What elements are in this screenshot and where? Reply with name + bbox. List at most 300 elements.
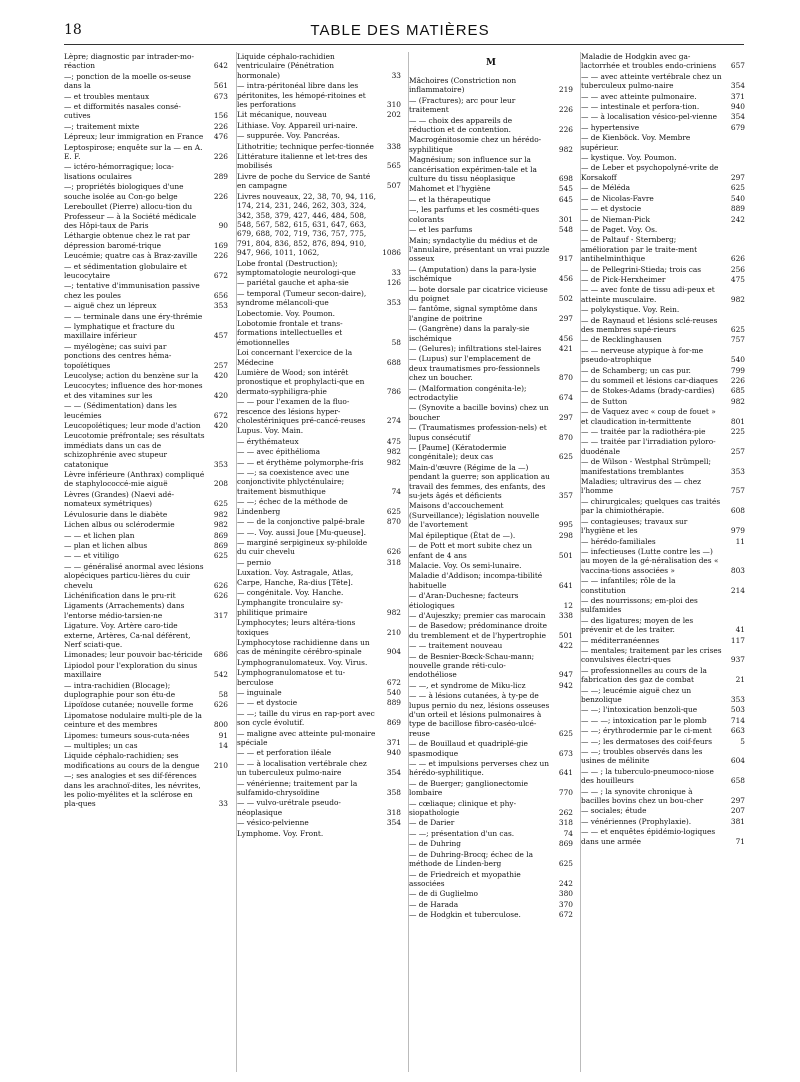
index-entry-text: — maligne avec atteinte pul-monaire spéciale — [237, 728, 376, 748]
index-entry — [237, 110, 401, 119]
index-entry-page: 982 — [213, 520, 228, 530]
index-entry-page: 476 — [213, 132, 228, 142]
index-entry-page: 420 — [213, 371, 228, 380]
index-entry-text: — de Darier — [409, 818, 455, 828]
index-entry-page: 353 — [730, 466, 745, 476]
index-entry-page: 421 — [558, 343, 573, 353]
index-entry-text: — vénérienne; traitement par la sulfamido-chrysoïdine — [237, 778, 358, 798]
index-entry-page: 698 — [558, 174, 573, 184]
index-entry-text: — [Paume] (Kératodermie congénitale); deux cas — [409, 443, 507, 462]
index-entry-text: — —; l'intoxication benzoli-que — [581, 705, 698, 715]
index-entry-page: 90 — [218, 220, 228, 230]
index-entry — [237, 748, 401, 757]
index-entry-text: Loi concernant l'exercice de la Médecine — [237, 348, 353, 367]
index-entry-page: 626 — [213, 590, 228, 600]
index-entry — [581, 817, 745, 826]
index-entry-page: 982 — [386, 457, 401, 467]
index-entry-text: Leptospirose; enquête sur la — en A. E. F. — [64, 142, 203, 162]
index-entry — [409, 621, 573, 640]
index-entry-page: 565 — [386, 161, 401, 171]
index-entry-page: 298 — [558, 530, 573, 540]
index-entry — [64, 381, 228, 400]
index-entry-page: 353 — [213, 301, 228, 311]
index-entry-page: 207 — [730, 806, 745, 816]
index-entry-page: 11 — [735, 536, 745, 546]
index-entry-page: 625 — [730, 183, 745, 193]
index-entry — [237, 779, 401, 798]
index-entry-page: 673 — [558, 748, 573, 758]
index-entry-text: — pariétal gauche et apha-sie — [237, 278, 349, 288]
index-entry-page: 642 — [213, 61, 228, 71]
index-entry — [581, 457, 745, 476]
header-rule — [64, 44, 744, 45]
index-entry-page: 982 — [558, 144, 573, 154]
index-entry — [581, 716, 745, 725]
index-entry-page: 456 — [558, 274, 573, 284]
index-entry-page: 5 — [740, 736, 745, 746]
index-entry-text: Leucolyse; action du benzène sur la — [64, 371, 199, 380]
index-entry — [64, 700, 228, 709]
index-entry-text: — de Bouillaud et quadriplé-gie spasmodique — [409, 739, 528, 758]
index-entry-text: — des ligatures; moyen de les prévenir et de les traiter. — [581, 615, 694, 635]
index-entry-page: 979 — [730, 526, 745, 536]
index-entry-text: — et la thérapeutique — [409, 194, 491, 204]
index-entry — [581, 437, 745, 456]
index-entry-page: 297 — [730, 796, 745, 806]
index-entry-page: 870 — [558, 373, 573, 383]
index-entry-page: 226 — [558, 105, 573, 115]
index-entry-text: Littérature italienne et let-tres des mobilisés — [237, 152, 368, 171]
index-entry — [581, 346, 745, 365]
index-entry-text: Mâchoires (Constriction non inflammatoire) — [409, 76, 517, 95]
index-entry-text: — vésico-pelvienne — [237, 818, 309, 828]
index-entry — [64, 251, 228, 260]
index-entry-page: 58 — [391, 337, 401, 347]
index-entry — [409, 591, 573, 610]
index-entry-page: 202 — [386, 110, 401, 120]
index-entry — [409, 501, 573, 529]
index-entry-page: 210 — [386, 627, 401, 637]
index-entry-page: 371 — [730, 91, 745, 101]
index-entry-page: 800 — [213, 720, 228, 730]
index-entry — [409, 779, 573, 798]
index-entry-text: Liquide céphalo-rachidien ventriculaire (Pénétration hormonale) — [237, 52, 335, 80]
index-entry — [64, 510, 228, 519]
index-entry-text: — — avec fonte de tissu adi-peux et atteinte musculaire. — [581, 285, 715, 304]
index-entry-page: 869 — [386, 718, 401, 728]
index-entry-text: — intra-péritonéal libre dans les péritonites, les hémopé-ritoines et les perforations — [237, 81, 366, 110]
index-entry — [409, 265, 573, 284]
index-entry-page: 889 — [730, 204, 745, 214]
index-entry — [237, 458, 401, 467]
index-entry-page: 353 — [386, 298, 401, 308]
index-entry — [581, 305, 745, 314]
index-entry — [581, 72, 745, 91]
index-entry-text: — — et érythème polymorphe-fris — [237, 457, 364, 467]
index-entry-text: — de Paget. Voy. Os. — [581, 224, 658, 234]
index-entry — [581, 517, 745, 536]
index-entry — [237, 52, 401, 80]
index-entry-page: 645 — [558, 194, 573, 204]
index-entry-page: 214 — [730, 585, 745, 595]
index-entry-text: — aiguë chez un lépreux — [64, 301, 157, 311]
section-letter-heading: M — [486, 58, 496, 68]
index-entry-page: 381 — [730, 816, 745, 826]
index-entry-text: — — pour l'examen de la fluo-rescence des lésions hyper-cholestériniques pré-cancé-reuses — [237, 397, 366, 426]
index-entry-text: — suppurée. Voy. Pancréas. — [237, 131, 340, 141]
index-entry — [581, 153, 745, 162]
index-entry — [409, 561, 573, 570]
index-entry-page: 625 — [558, 728, 573, 738]
index-entry-text: — de Stokes-Adams (brady-cardies) — [581, 386, 715, 396]
index-entry-page: 226 — [213, 191, 228, 201]
index-entry — [64, 72, 228, 91]
index-entry — [581, 386, 745, 395]
index-entry-text: Lymphome. Voy. Front. — [237, 828, 324, 838]
index-entry-text: — de Pick-Herxheimer — [581, 274, 666, 284]
index-entry-text: — — avec atteinte vertébrale chez un tuberculeux pulmo-naire — [581, 71, 722, 91]
index-entry-text: — de Schamberg; un cas pur. — [581, 365, 691, 375]
index-entry-text: — et sédimentation globulaire et leucocytaire — [64, 261, 187, 280]
index-entry-page: 889 — [386, 698, 401, 708]
index-entry — [64, 162, 228, 181]
index-entry — [409, 739, 573, 758]
index-entry — [409, 759, 573, 778]
index-entry — [409, 839, 573, 848]
index-entry-page: 354 — [730, 112, 745, 122]
index-entry-page: 679 — [730, 122, 745, 132]
index-entry — [64, 601, 228, 620]
index-entry-page: 870 — [386, 517, 401, 527]
index-entry-text: — de Hodgkin et tuberculose. — [409, 910, 521, 920]
index-entry-page: 548 — [558, 225, 573, 235]
index-entry-text: — de Leber et psychopolyné-vrite de Korsakoff — [581, 163, 719, 182]
index-entry-text: Lobe frontal (Destruction); symptomatologie neurologi-que — [237, 258, 356, 277]
index-entry — [409, 384, 573, 403]
index-entry — [64, 711, 228, 730]
index-entry-text: — vénériennes (Prophylaxie). — [581, 816, 692, 826]
index-entry-page: 685 — [730, 386, 745, 396]
index-entry — [237, 568, 401, 587]
index-entry-text: — fantôme, signal symptôme dans l'angine de poitrine — [409, 304, 538, 323]
index-entry-text: — sociales; étude — [581, 806, 647, 816]
index-entry — [237, 638, 401, 657]
index-entry-text: — polykystique. Voy. Rein. — [581, 305, 680, 315]
index-entry-text: —; traitement mixte — [64, 121, 140, 131]
index-entry-text: Lymphangite tronculaire sy-philitique primaire — [237, 598, 343, 617]
index-entry-text: — — traitée par l'irradiation pyloro-duodénale — [581, 437, 716, 456]
index-entry — [237, 437, 401, 446]
index-entry-text: — de Vaquez avec « coup de fouet » et claudication in-termittente — [581, 407, 716, 426]
index-entry — [64, 490, 228, 509]
index-entry-page: 420 — [213, 390, 228, 400]
index-entry-text: Livres nouveaux, 22, 38, 70, 94, 116, 174, 214, 231, 246, 262, 303, 324, 342, 358, 379, 427, 446, 484, 508, 548, 567, 582, 615, 631, 647, 663, 679, 688, 702, 719, 736, 757, 775, 791, 804, 836, 852, 876, 894, 910, 947, 966, 1011, 1062, — [237, 191, 376, 258]
index-entry-page: 688 — [386, 357, 401, 367]
index-entry — [64, 731, 228, 740]
index-entry-text: — infectieuses (Lutte contre les —) au moyen de la gé-néralisation des « vaccina-tions associées » — [581, 546, 719, 575]
index-entry-text: — du sommeil et lésions car-diaques — [581, 376, 718, 385]
index-entry-text: — — infantiles; rôle de la constitution — [581, 576, 676, 595]
index-entry-page: 502 — [558, 293, 573, 303]
index-entry-page: 982 — [730, 396, 745, 406]
index-entry-page: 354 — [730, 81, 745, 91]
index-entry — [409, 354, 573, 382]
index-entry-page: 672 — [386, 677, 401, 687]
index-entry — [237, 538, 401, 557]
index-entry-text: Main; syndactylie du médius et de l'annulaire, présentant un vrai puzzle osseux — [409, 235, 550, 264]
index-entry-text: — de di Guglielmo — [409, 889, 478, 899]
index-entry-text: Lèvres (Grandes) (Naevi adé-nomateux symétriques) — [64, 489, 175, 509]
page-number: 18 — [64, 22, 82, 38]
index-entry-text: Lymphogranulomatose et tu-berculose — [237, 668, 346, 687]
page-header — [0, 0, 800, 48]
index-entry-text: — plan et lichen albus — [64, 540, 148, 550]
index-entry-page: 256 — [730, 264, 745, 274]
index-entry-text: — de Nieman-Pick — [581, 214, 651, 224]
index-entry-page: 380 — [558, 889, 573, 899]
index-entry — [581, 787, 745, 806]
index-entry — [581, 235, 745, 263]
index-entry-page: 904 — [386, 647, 401, 657]
index-entry-text: — —; érythrodermie par le ci-ment — [581, 726, 712, 736]
index-entry — [409, 225, 573, 234]
index-entry-page: 625 — [386, 506, 401, 516]
index-entry-page: 625 — [213, 551, 228, 561]
index-entry — [64, 342, 228, 370]
index-entry — [581, 497, 745, 516]
index-entry — [409, 155, 573, 183]
index-entry-page: 542 — [213, 670, 228, 680]
index-entry-text: Lymphocytes; leurs altéra-tions toxiques — [237, 618, 356, 637]
index-entry — [64, 312, 228, 321]
index-entry-page: 501 — [558, 550, 573, 560]
index-entry — [409, 463, 573, 501]
index-entry-text: — de Buerger; ganglionectomie lombaire — [409, 778, 529, 798]
index-entry-page: 41 — [735, 625, 745, 635]
index-entry-text: Lithotritie; technique perfec-tionnée — [237, 141, 374, 151]
index-entry — [237, 121, 401, 130]
index-entry-text: — — à localisation vertébrale chez un tuberculeux pulmo-naire — [237, 758, 367, 778]
index-entry-page: 625 — [558, 452, 573, 462]
index-entry — [237, 192, 401, 258]
index-entry — [237, 152, 401, 171]
index-entry-text: Lévulosurie dans le diabète — [64, 509, 168, 519]
page-title: TABLE DES MATIÈRES — [310, 22, 490, 39]
index-entry-page: 870 — [558, 432, 573, 442]
index-entry — [237, 309, 401, 318]
index-entry — [581, 397, 745, 406]
index-entry — [409, 184, 573, 193]
index-entry — [409, 443, 573, 462]
index-entry-page: 757 — [730, 335, 745, 345]
index-entry-text: — de Paltauf - Sternberg; amélioration par le traite-ment antihelminthique — [581, 235, 698, 264]
index-entry-text: — — de la conjonctive palpé-brale — [237, 517, 365, 527]
index-entry-page: 274 — [386, 416, 401, 426]
index-entry — [581, 335, 745, 344]
index-entry-page: 301 — [558, 214, 573, 224]
index-entry-page: 672 — [213, 270, 228, 280]
index-entry — [409, 285, 573, 304]
index-entry — [409, 195, 573, 204]
index-entry — [409, 681, 573, 690]
index-entry-text: — — et perforation iléale — [237, 748, 332, 758]
index-entry-page: 456 — [558, 333, 573, 343]
index-entry — [237, 798, 401, 817]
index-entry — [581, 407, 745, 426]
index-entry-page: 803 — [730, 565, 745, 575]
index-entry-text: Lipomes: tumeurs sous-cuta-nées — [64, 730, 190, 740]
index-entry — [64, 262, 228, 281]
index-entry — [409, 691, 573, 738]
index-entry — [237, 618, 401, 637]
index-entry-text: — myélogène; cas suivi par ponctions des centres héma-topoïétiques — [64, 341, 172, 370]
index-entry — [581, 194, 745, 203]
index-entry — [409, 541, 573, 560]
index-entry — [237, 348, 401, 367]
index-entry — [409, 324, 573, 343]
index-entry — [581, 827, 745, 846]
index-column-1 — [64, 52, 228, 1072]
index-entry-page: 126 — [386, 278, 401, 288]
index-entry-page: 995 — [558, 520, 573, 530]
index-entry-page: 561 — [213, 81, 228, 91]
index-entry — [581, 112, 745, 121]
index-entry-text: — et troubles mentaux — [64, 91, 150, 101]
index-entry-page: 475 — [730, 274, 745, 284]
index-entry-page: 226 — [558, 125, 573, 135]
index-entry-page: 226 — [730, 376, 745, 385]
index-entry-page: 658 — [730, 776, 745, 786]
index-entry — [581, 52, 745, 71]
index-entry-text: — pernio — [237, 557, 271, 567]
index-entry-text: —; ponction de la moelle os-seuse dans la — [64, 71, 191, 91]
index-entry-page: 353 — [213, 459, 228, 469]
index-entry — [409, 531, 573, 540]
index-entry-page: 770 — [558, 788, 573, 798]
index-entry — [237, 528, 401, 537]
index-entry-page: 656 — [213, 290, 228, 300]
index-entry-text: Limonades; leur pouvoir bac-téricide — [64, 650, 203, 660]
index-entry-text: Maladies; ultravirus des — chez l'homme — [581, 477, 702, 496]
index-entry-text: — marginé serpigineux sy-philoïde du cuir chevelu — [237, 537, 368, 557]
index-entry-text: — — généralisé anormal avec lésions alopéciques particu-lières du cuir chevelu — [64, 561, 204, 590]
index-entry-page: 226 — [213, 152, 228, 162]
index-entry-page: 354 — [386, 818, 401, 828]
index-entry-text: Ligaments (Arrachements) dans l'entorse médio-tarsien-ne — [64, 601, 185, 620]
index-entry — [581, 747, 745, 766]
index-entry — [409, 641, 573, 650]
index-entry — [64, 143, 228, 162]
index-entry — [581, 102, 745, 111]
index-entry-text: — kystique. Voy. Poumon. — [581, 153, 677, 163]
index-entry — [409, 571, 573, 590]
index-entry-page: 673 — [213, 91, 228, 101]
index-entry — [237, 759, 401, 778]
index-entry-text: — inguinale — [237, 688, 282, 697]
index-entry — [409, 135, 573, 154]
index-entry-page: 1086 — [382, 248, 401, 258]
index-entry — [409, 652, 573, 680]
index-entry — [581, 806, 745, 815]
index-entry-text: Leucémie; quatre cas à Braz-zaville — [64, 251, 198, 261]
index-entry — [237, 517, 401, 526]
index-entry-text: — — terminale dans une éry-thrémie — [64, 311, 203, 321]
index-entry-page: 545 — [558, 184, 573, 194]
index-column-4 — [580, 52, 745, 1072]
index-entry-text: — temporal (Tumeur secon-daire), syndrome mélancoli-que — [237, 288, 367, 308]
index-entry-page: 219 — [558, 85, 573, 95]
index-entry-text: — multiples; un cas — [64, 741, 138, 751]
index-entry-text: Leucotomie préfrontale; ses résultats immédiats dans un cas de schizophrénie avec stupeur catatonique — [64, 431, 205, 469]
index-entry-page: 626 — [213, 580, 228, 590]
index-column-3 — [408, 52, 573, 1072]
index-entry-text: — de Basedow; prédominance droite du tremblement et de l'hypertrophie — [409, 621, 547, 640]
index-entry — [581, 547, 745, 575]
index-entry — [64, 661, 228, 680]
index-entry-page: 641 — [558, 768, 573, 778]
index-entry-page: 917 — [558, 254, 573, 264]
index-entry-page: 714 — [730, 715, 745, 725]
index-entry — [581, 616, 745, 635]
index-entry-text: Lipiodol pour l'exploration du sinus maxillaire — [64, 660, 198, 680]
index-entry-page: 626 — [386, 547, 401, 557]
index-entry — [237, 668, 401, 687]
index-entry — [409, 304, 573, 323]
index-entry-page: 799 — [730, 365, 745, 375]
index-entry-page: 91 — [218, 730, 228, 740]
index-entry — [581, 705, 745, 714]
index-entry-text: — de Harada — [409, 899, 459, 909]
index-entry-text: — ictéro-hémorragique; loca-lisations oculaires — [64, 162, 174, 181]
index-entry-text: — congénitale. Voy. Hanche. — [237, 587, 344, 597]
index-entry-page: 297 — [730, 172, 745, 182]
index-entry-page: 242 — [558, 878, 573, 888]
index-entry — [64, 531, 228, 540]
index-entry-page: 338 — [386, 141, 401, 151]
index-entry-page: 338 — [558, 610, 573, 620]
index-entry-page: 626 — [213, 700, 228, 710]
index-entry — [64, 562, 228, 590]
index-entry — [237, 368, 401, 396]
index-entry-text: Lipoïdose cutanée; nouvelle forme — [64, 700, 194, 710]
index-entry-text: — professionnelles au cours de la fabrication des gaz de combat — [581, 665, 707, 685]
index-entry-text: — chirurgicales; quelques cas traités par la chimiothérapie. — [581, 496, 721, 516]
index-entry — [409, 910, 573, 919]
index-entry — [581, 726, 745, 735]
index-entry — [237, 818, 401, 827]
index-entry-text: — cœliaque; clinique et phy-siopathologie — [409, 798, 517, 818]
index-entry-page: 156 — [213, 111, 228, 121]
index-entry-page: 625 — [213, 499, 228, 509]
index-entry-text: —, les parfums et les cosméti-ques colorants — [409, 205, 540, 224]
index-entry-page: 226 — [213, 251, 228, 261]
index-entry — [581, 737, 745, 746]
index-entry — [64, 681, 228, 700]
index-entry-text: — — et vitiligo — [64, 551, 119, 561]
index-entry-page: 33 — [391, 267, 401, 277]
index-entry — [237, 319, 401, 347]
index-entry-text: — de Pott et mort subite chez un enfant de 4 ans — [409, 541, 532, 560]
index-entry — [581, 215, 745, 224]
index-entry-text: Lit mécanique, nouveau — [237, 110, 327, 120]
index-entry — [237, 81, 401, 109]
index-entry-page: 540 — [386, 688, 401, 697]
index-entry-text: — —; présentation d'un cas. — [409, 828, 515, 838]
index-entry — [237, 289, 401, 308]
index-entry-text: — de Sutton — [581, 396, 628, 406]
index-entry-page: 74 — [563, 828, 573, 838]
index-entry — [237, 698, 401, 707]
